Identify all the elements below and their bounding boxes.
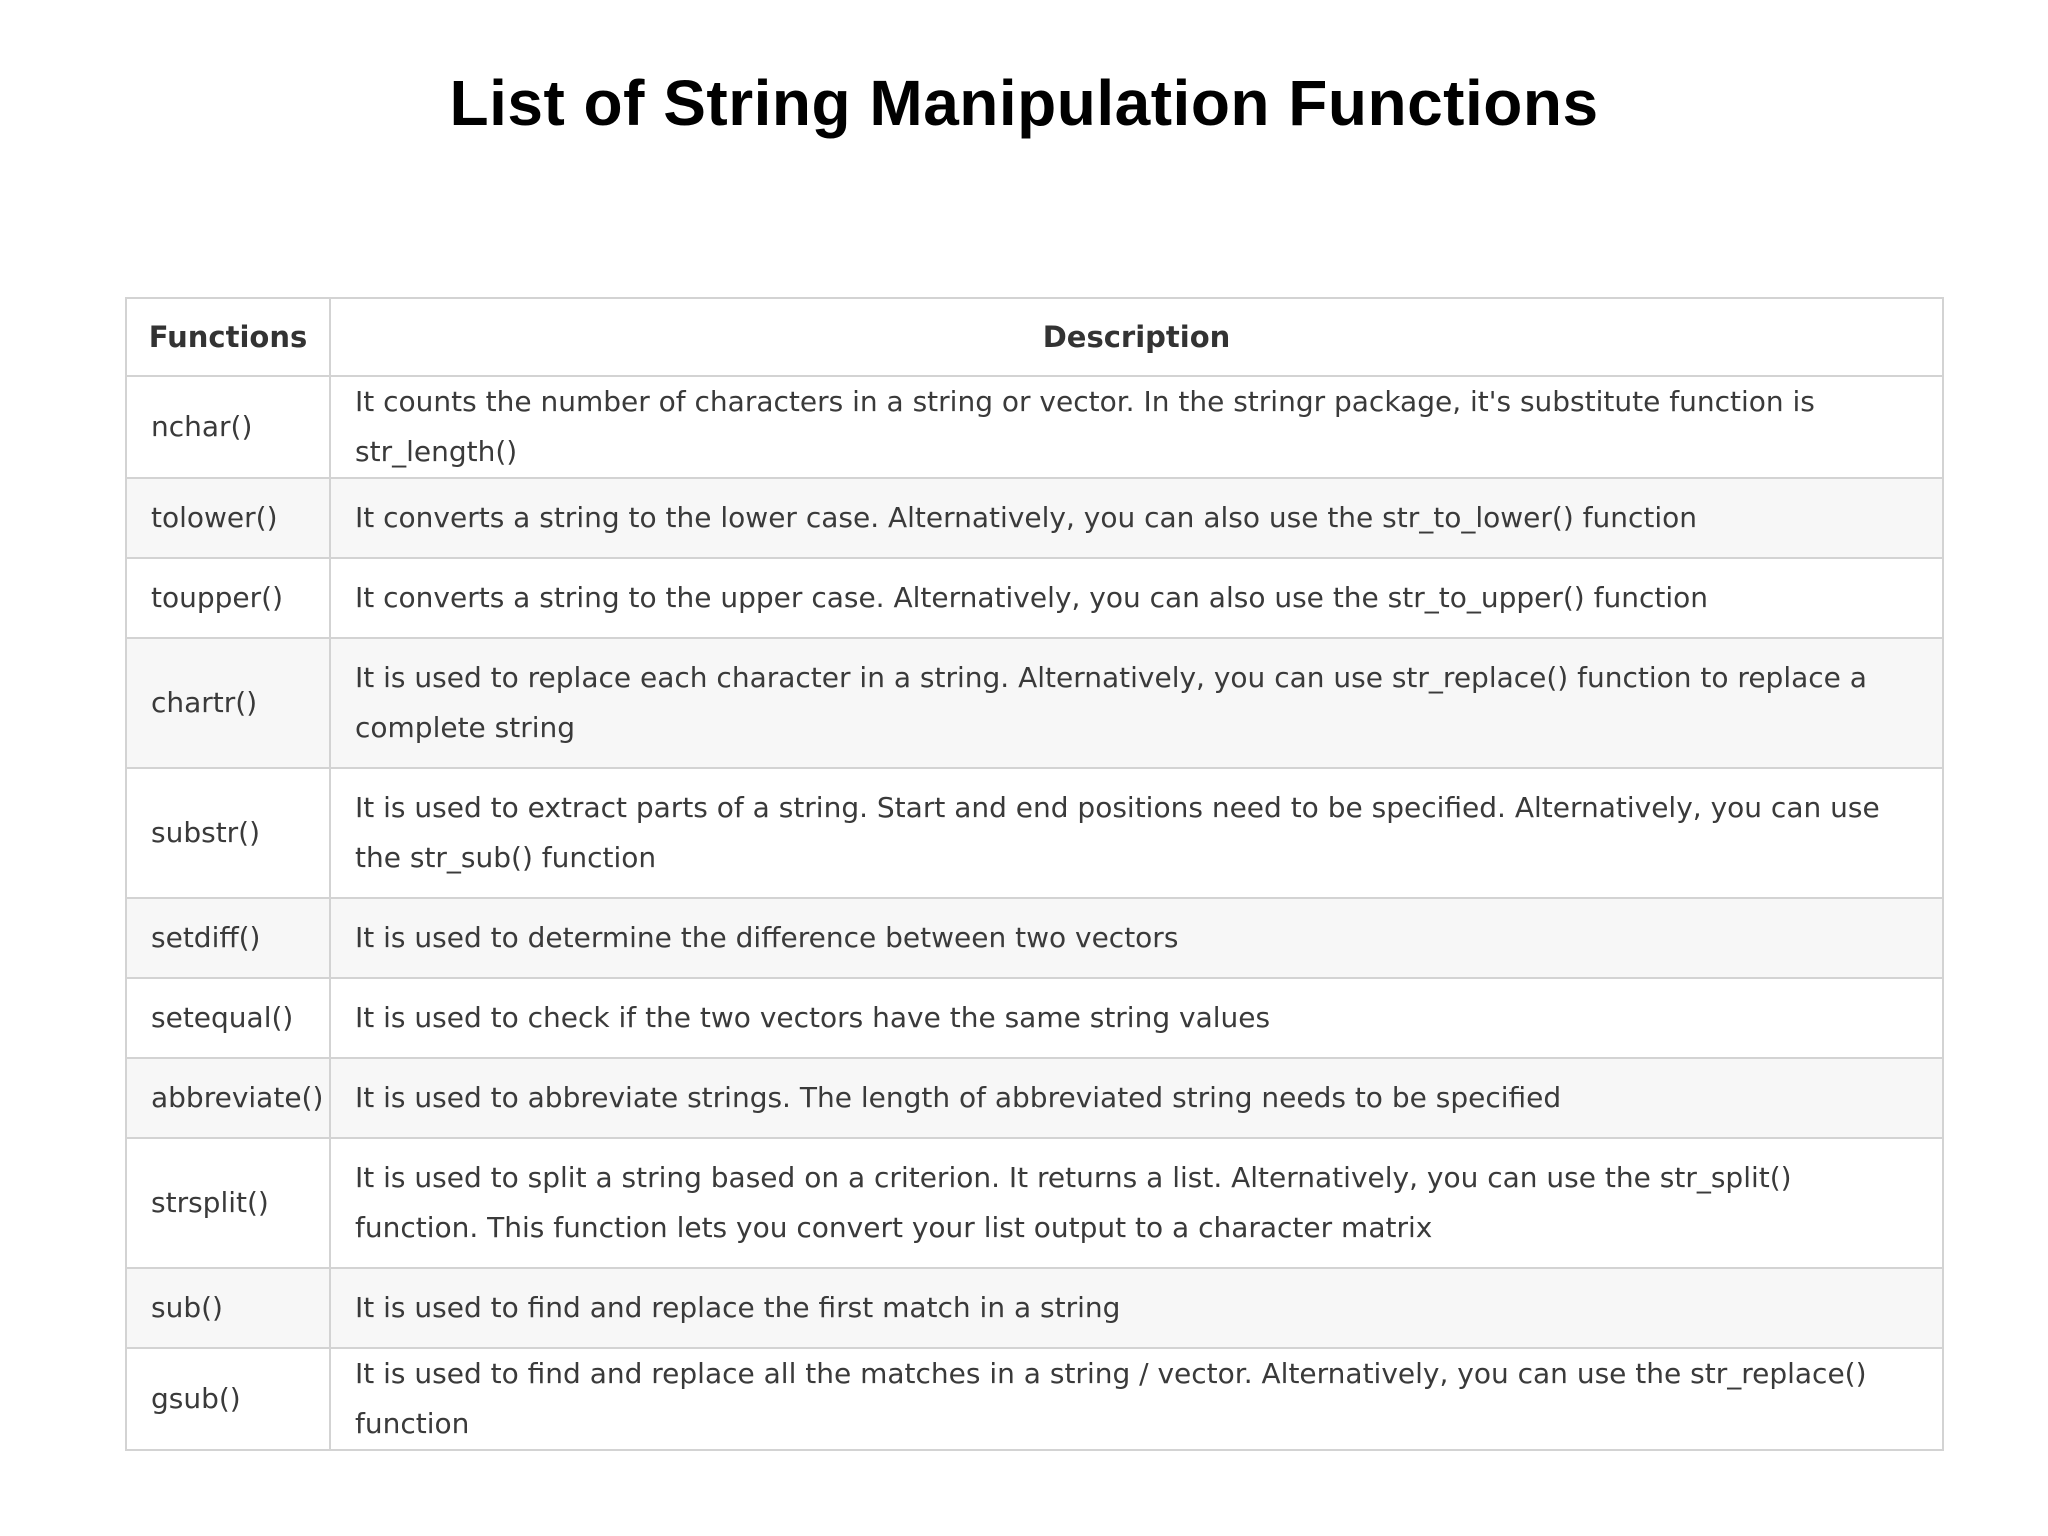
function-name-cell: setdiff(): [126, 898, 330, 978]
description-cell: It is used to extract parts of a string. Start and end positions need to be specified. Alternatively, you can use the str_sub() function: [330, 768, 1943, 898]
header-functions: Functions: [126, 298, 330, 376]
description-cell: It is used to check if the two vectors have the same string values: [330, 978, 1943, 1058]
table-row: [126, 898, 1943, 978]
description-cell: It is used to find and replace all the matches in a string / vector. Alternatively, you can use the str_replace() function: [330, 1348, 1943, 1450]
description-cell: It is used to replace each character in a string. Alternatively, you can use str_replace() function to replace a complete string: [330, 638, 1943, 768]
function-name-cell: abbreviate(): [126, 1058, 330, 1138]
function-name-cell: substr(): [126, 768, 330, 898]
description-cell: It is used to determine the difference between two vectors: [330, 898, 1943, 978]
function-name-cell: toupper(): [126, 558, 330, 638]
table-row: [126, 478, 1943, 558]
function-name-cell: sub(): [126, 1268, 330, 1348]
description-cell: It is used to split a string based on a criterion. It returns a list. Alternatively, you can use the str_split() function. This function lets you convert your list output to a character matrix: [330, 1138, 1943, 1268]
table-row: [126, 978, 1943, 1058]
description-cell: It is used to abbreviate strings. The length of abbreviated string needs to be specified: [330, 1058, 1943, 1138]
table-row: [126, 638, 1943, 768]
functions-table: [125, 297, 1944, 1451]
table-row: [126, 768, 1943, 898]
table-header-row: [126, 298, 1943, 376]
function-name-cell: strsplit(): [126, 1138, 330, 1268]
table-row: [126, 1348, 1943, 1450]
function-name-cell: nchar(): [126, 376, 330, 478]
description-cell: It counts the number of characters in a string or vector. In the stringr package, it's substitute function is str_length(): [330, 376, 1943, 478]
table-row: [126, 1058, 1943, 1138]
function-name-cell: setequal(): [126, 978, 330, 1058]
description-cell: It converts a string to the lower case. Alternatively, you can also use the str_to_lower() function: [330, 478, 1943, 558]
description-cell: It converts a string to the upper case. Alternatively, you can also use the str_to_upper() function: [330, 558, 1943, 638]
description-cell: It is used to find and replace the first match in a string: [330, 1268, 1943, 1348]
table-row: [126, 376, 1943, 478]
table-row: [126, 1268, 1943, 1348]
functions-table-container: [125, 297, 1942, 1451]
table-row: [126, 558, 1943, 638]
function-name-cell: tolower(): [126, 478, 330, 558]
table-row: [126, 1138, 1943, 1268]
header-description: Description: [330, 298, 1943, 376]
function-name-cell: gsub(): [126, 1348, 330, 1450]
function-name-cell: chartr(): [126, 638, 330, 768]
page-title: List of String Manipulation Functions: [449, 67, 1599, 139]
